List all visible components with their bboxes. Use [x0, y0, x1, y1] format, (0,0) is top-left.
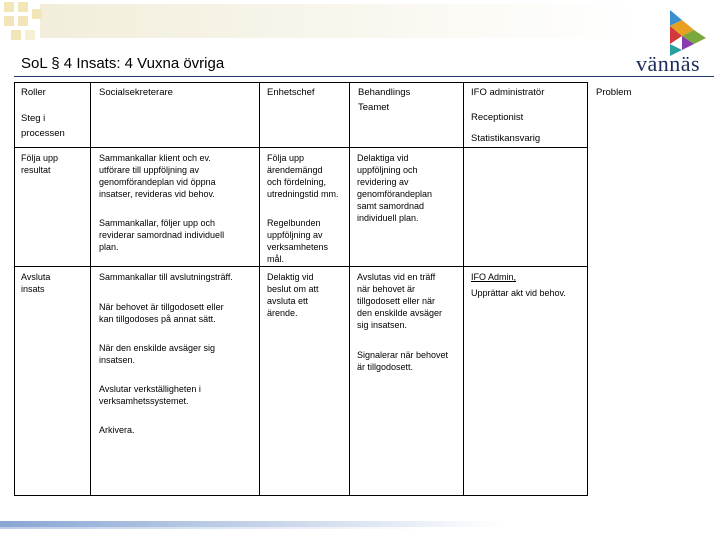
row2-beh-p1-l5: sig insatsen.	[357, 320, 408, 330]
row1-ench-p1-l3: och fördelning,	[267, 177, 327, 187]
row1-ench-p1-l2: ärendemängd	[267, 165, 323, 175]
row2-soc-p1-l1: Sammankallar till avslutningsträff.	[99, 272, 233, 282]
title-underline	[14, 76, 714, 77]
header-behandlings-line1: Behandlings	[358, 87, 411, 98]
row2-ench-l3: avsluta ett	[267, 296, 309, 306]
row2-beh-p2-l1: Signalerar när behovet	[357, 350, 449, 360]
row2-beh-p2-l2: är tillgodosett.	[357, 362, 414, 372]
row2-step-line2: insats	[21, 284, 45, 294]
header-behandlings-line2: Teamet	[358, 102, 390, 113]
header-steg-line1: Steg i	[21, 113, 46, 124]
row1-ench-p2-l4: mål.	[267, 254, 285, 264]
row2-ench-l2: beslut om att	[267, 284, 319, 294]
column-border	[349, 82, 350, 496]
row2-ifo-l2: Upprättar akt vid behov.	[471, 288, 566, 298]
row1-ench-p1-l1: Följa upp	[267, 153, 305, 163]
header-enhetschef: Enhetschef	[267, 87, 315, 98]
table-bottom-border	[14, 495, 588, 496]
row2-soc-p3-l1: När den enskilde avsäger sig	[99, 343, 216, 353]
header-row-border	[14, 147, 588, 148]
row2-ench-l4: ärende.	[267, 308, 298, 318]
header-roller: Roller	[21, 87, 46, 98]
footer-bar-thin	[0, 527, 720, 529]
table-top-border	[14, 82, 588, 83]
row2-beh-p1-l2: när behovet är	[357, 284, 416, 294]
row1-soc-p1-l1: Sammankallar klient och ev.	[99, 153, 211, 163]
column-border	[463, 82, 464, 496]
slide-title: SoL § 4 Insats: 4 Vuxna övriga	[21, 55, 225, 72]
column-border	[14, 82, 15, 496]
header-steg-line2: processen	[21, 128, 65, 139]
row1-soc-p2-l2: reviderar samordnad individuell	[99, 230, 225, 240]
row-divider	[14, 266, 588, 267]
row1-beh-l1: Delaktiga vid	[357, 153, 409, 163]
row2-soc-p4-l2: verksamhetssystemet.	[99, 396, 189, 406]
row2-soc-p5-l1: Arkivera.	[99, 425, 135, 435]
row1-ench-p1-l4: utredningstid mm.	[267, 189, 339, 199]
row1-soc-p2-l1: Sammankallar, följer upp och	[99, 218, 216, 228]
row2-beh-p1-l1: Avslutas vid en träff	[357, 272, 436, 282]
row2-soc-p4-l1: Avslutar verkställigheten i	[99, 384, 201, 394]
header-socialsekreterare: Socialsekreterare	[99, 87, 173, 98]
header-problem: Problem	[596, 87, 632, 98]
column-border	[90, 82, 91, 496]
row1-beh-l3: revidering av	[357, 177, 409, 187]
header-decoration	[0, 0, 720, 48]
row2-soc-p3-l2: insatsen.	[99, 355, 136, 365]
header-receptionist: Receptionist	[471, 112, 524, 123]
row2-soc-p2-l1: När behovet är tillgodosett eller	[99, 302, 224, 312]
row1-beh-l2: uppföljning och	[357, 165, 418, 175]
row2-ench-l1: Delaktig vid	[267, 272, 314, 282]
row1-soc-p1-l2: utförare till uppföljning av	[99, 165, 200, 175]
row1-beh-l5: samt samordnad	[357, 201, 425, 211]
row1-step-line1: Följa upp	[21, 153, 59, 163]
row1-ench-p2-l3: verksamhetens	[267, 242, 329, 252]
row1-beh-l4: genomförandeplan	[357, 189, 433, 199]
logo-text: vännäs	[636, 51, 701, 76]
row2-beh-p1-l3: tillgodosett eller när	[357, 296, 436, 306]
header-ifo-admin: IFO administratör	[471, 87, 545, 98]
row1-soc-p1-l4: insatser, revideras vid behov.	[99, 189, 215, 199]
row1-beh-l6: individuell plan.	[357, 213, 419, 223]
header-statistikansvarig: Statistikansvarig	[471, 133, 541, 144]
row2-beh-p1-l4: den enskilde avsäger	[357, 308, 443, 318]
row2-step-line1: Avsluta	[21, 272, 51, 282]
row1-ench-p2-l1: Regelbunden	[267, 218, 321, 228]
row1-ench-p2-l2: uppföljning av	[267, 230, 323, 240]
row2-soc-p2-l2: kan tillgodoses på annat sätt.	[99, 314, 216, 324]
row2-ifo-admin-link[interactable]: IFO Admin,	[471, 272, 517, 282]
row1-soc-p1-l3: genomförandeplan vid öppna	[99, 177, 216, 187]
row1-soc-p2-l3: plan.	[99, 242, 119, 252]
column-border	[587, 82, 588, 496]
column-border	[259, 82, 260, 496]
row1-step-line2: resultat	[21, 165, 51, 175]
